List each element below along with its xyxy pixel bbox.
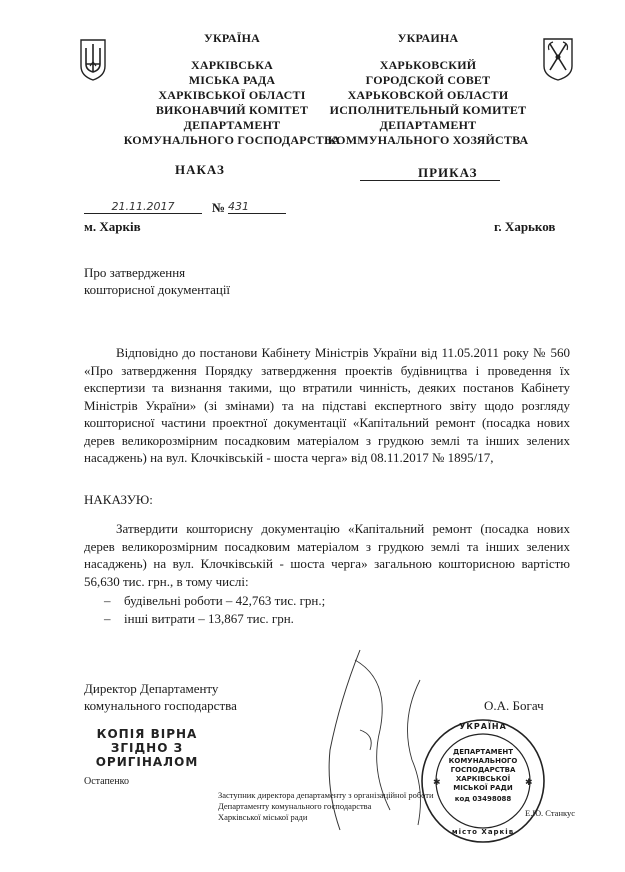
signer-position — [84, 680, 237, 714]
doc-type-underline — [360, 180, 500, 181]
copy-stamp-line: КОПІЯ ВІРНА — [96, 727, 198, 741]
svg-text:✱: ✱ — [525, 777, 533, 787]
header-right-country: УКРАИНА — [397, 31, 459, 45]
header-left-line: ХАРКІВСЬКА — [190, 58, 273, 72]
svg-text:✱: ✱ — [433, 777, 441, 787]
order-word: НАКАЗУЮ: — [84, 492, 153, 507]
doc-type-right: ПРИКАЗ — [418, 165, 478, 180]
city-left: м. Харків — [84, 219, 141, 234]
seal-outer-top: УКРАЇНА — [459, 722, 507, 731]
seal-inner-line: ХАРКІВСЬКОЇ — [455, 775, 511, 783]
header-left-line: КОМУНАЛЬНОГО ГОСПОДАРСТВА — [123, 133, 341, 147]
seal-outer-bottom: місто Харків — [451, 828, 515, 836]
header-right-line: ХАРЬКОВСКОЙ ОБЛАСТИ — [347, 88, 509, 102]
kharkiv-coat-of-arms-icon — [541, 36, 575, 82]
signer-position-line: комунального господарства — [84, 698, 237, 713]
order-number: 431 — [228, 200, 286, 214]
subject — [84, 264, 230, 298]
cost-items — [104, 592, 564, 627]
copy-stamp-line: ОРИГІНАЛОМ — [95, 755, 199, 769]
header-right-line: ГОРОДСКОЙ СОВЕТ — [365, 73, 491, 87]
subject-line: Про затвердження — [84, 265, 186, 280]
round-seal — [420, 718, 546, 844]
number-label: № — [212, 200, 226, 215]
signer-position-line: Директор Департаменту — [84, 681, 219, 696]
executor: Остапенко — [84, 776, 129, 787]
subject-line: кошторисної документації — [84, 282, 231, 297]
decision: Затвердити кошторисну документацію «Капітальний ремонт (посадка нових дерев великорозмірним посадковим матеріалом з грудкою землі та інших зелених насаджень) на вул. Клочківській - шоста черга» загальною кошторисною вартістю 56,630 тис. грн., в тому числі: — [84, 521, 570, 589]
preamble: Відповідно до постанови Кабінету Міністрів України від 11.05.2011 року № 560 «Про затвердження Порядку затвердження проектів будівництва і проведення їх експертизи та визнання такими, що втратили чинність, деяких постанов Кабінету Міністрів України» (зі змінами) та на підставі експертного звіту щодо розгляду кошторисної частини проектної документації «Капітальний ремонт (посадка нових дерев великорозмірним посадковим матеріалом з грудкою землі та інших зелених насаджень) на вул. Клочківській - шоста черга» від 08.11.2017 № 1895/17, — [84, 345, 570, 465]
header-right — [318, 31, 538, 148]
certification-line: Департаменту комунального господарства — [218, 801, 372, 811]
doc-type-left: НАКАЗ — [175, 162, 225, 177]
header-right-line: ИСПОЛНИТЕЛЬНЫЙ КОМИТЕТ — [329, 103, 527, 117]
header-right-line: ХАРЬКОВСКИЙ — [379, 58, 477, 72]
seal-code: код 03498088 — [454, 795, 512, 803]
certification-name: Е.Ю. Станкус — [525, 808, 576, 818]
header-right-line: КОММУНАЛЬНОГО ХОЗЯЙСТВА — [327, 133, 529, 147]
seal-inner-line: ГОСПОДАРСТВА — [450, 766, 516, 774]
header-left-country: УКРАЇНА — [203, 31, 261, 45]
certification-line: Заступник директора департаменту з організаційної роботи — [218, 790, 434, 800]
copy-stamp — [92, 727, 202, 769]
header-left-line: ХАРКІВСЬКОЇ ОБЛАСТІ — [158, 88, 306, 102]
city-right: г. Харьков — [494, 219, 556, 234]
seal-inner-line: МІСЬКОЇ РАДИ — [453, 784, 513, 792]
header-left-line: ДЕПАРТАМЕНТ — [183, 118, 281, 132]
seal-inner — [438, 748, 528, 804]
order-date: 21.11.2017 — [84, 200, 202, 214]
header-left-line: ВИКОНАВЧИЙ КОМІТЕТ — [155, 103, 309, 117]
seal-inner-line: КОМУНАЛЬНОГО — [448, 757, 518, 765]
header-left-line: МІСЬКА РАДА — [188, 73, 276, 87]
signer-name: О.А. Богач — [484, 698, 544, 713]
header-right-line: ДЕПАРТАМЕНТ — [379, 118, 477, 132]
copy-stamp-line: ЗГІДНО З — [110, 741, 184, 755]
certification-line: Харківської міської ради — [218, 812, 308, 822]
cost-item: – будівельні роботи – 42,763 тис. грн.; — [104, 592, 564, 610]
cost-item: – інші витрати – 13,867 тис. грн. — [104, 610, 564, 628]
seal-inner-line: ДЕПАРТАМЕНТ — [453, 748, 513, 756]
